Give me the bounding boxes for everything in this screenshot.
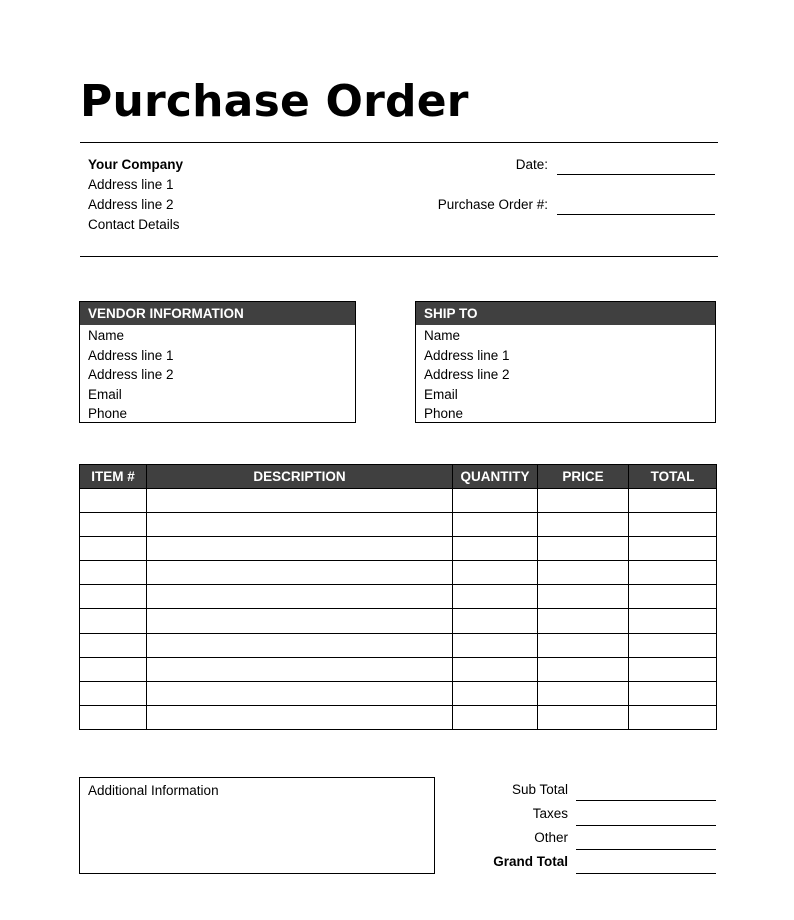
cell-description[interactable]	[147, 537, 453, 561]
cell-quantity[interactable]	[453, 633, 538, 657]
column-header-item-number: ITEM #	[80, 465, 147, 489]
cell-price[interactable]	[538, 489, 629, 513]
additional-information-label: Additional Information	[88, 783, 219, 798]
cell-quantity[interactable]	[453, 585, 538, 609]
cell-price[interactable]	[538, 585, 629, 609]
cell-item-number[interactable]	[80, 705, 147, 729]
cell-description[interactable]	[147, 561, 453, 585]
sub-total-label: Sub Total	[511, 782, 568, 797]
cell-total[interactable]	[629, 489, 717, 513]
cell-price[interactable]	[538, 633, 629, 657]
ship-to-address-line-1-field[interactable]: Address line 1	[424, 347, 510, 363]
line-items-table	[79, 464, 717, 730]
cell-item-number[interactable]	[80, 489, 147, 513]
cell-quantity[interactable]	[453, 537, 538, 561]
cell-total[interactable]	[629, 657, 717, 681]
cell-description[interactable]	[147, 513, 453, 537]
ship-to-name-field[interactable]: Name	[424, 328, 461, 343]
cell-total[interactable]	[629, 561, 717, 585]
table-header-row	[80, 465, 717, 489]
table-row	[80, 489, 717, 513]
cell-price[interactable]	[538, 705, 629, 729]
vendor-phone-field[interactable]: Phone	[88, 406, 128, 421]
ship-to-email-field[interactable]: Email	[424, 386, 458, 402]
ship-to-phone-field[interactable]: Phone	[424, 406, 464, 421]
cell-total[interactable]	[629, 537, 717, 561]
table-row	[80, 513, 717, 537]
other-label: Other	[534, 830, 568, 845]
vendor-name-field[interactable]: Name	[88, 328, 125, 343]
taxes-label: Taxes	[532, 806, 568, 821]
table-row	[80, 537, 717, 561]
vendor-information-box	[79, 301, 356, 423]
other-field-line[interactable]	[576, 849, 716, 850]
table-row	[80, 561, 717, 585]
additional-information-box[interactable]	[79, 777, 435, 874]
po-number-label: Purchase Order #:	[437, 197, 548, 212]
cell-price[interactable]	[538, 657, 629, 681]
cell-quantity[interactable]	[453, 513, 538, 537]
cell-item-number[interactable]	[80, 633, 147, 657]
column-header-quantity: QUANTITY	[453, 465, 538, 489]
cell-item-number[interactable]	[80, 513, 147, 537]
vendor-email-field[interactable]: Email	[88, 386, 122, 402]
cell-description[interactable]	[147, 705, 453, 729]
title-divider	[80, 142, 718, 143]
cell-price[interactable]	[538, 609, 629, 633]
sub-total-field-line[interactable]	[576, 800, 716, 801]
cell-total[interactable]	[629, 633, 717, 657]
cell-description[interactable]	[147, 489, 453, 513]
cell-description[interactable]	[147, 585, 453, 609]
vendor-address-line-1-field[interactable]: Address line 1	[88, 347, 174, 363]
cell-item-number[interactable]	[80, 585, 147, 609]
cell-quantity[interactable]	[453, 489, 538, 513]
cell-total[interactable]	[629, 513, 717, 537]
header-divider	[80, 256, 718, 257]
ship-to-address-line-2-field[interactable]: Address line 2	[424, 367, 510, 382]
cell-quantity[interactable]	[453, 561, 538, 585]
company-block	[88, 155, 183, 235]
taxes-field-line[interactable]	[576, 825, 716, 826]
table-row	[80, 657, 717, 681]
vendor-address-line-2-field[interactable]: Address line 2	[88, 367, 174, 382]
cell-quantity[interactable]	[453, 705, 538, 729]
cell-price[interactable]	[538, 513, 629, 537]
cell-price[interactable]	[538, 537, 629, 561]
cell-item-number[interactable]	[80, 561, 147, 585]
cell-item-number[interactable]	[80, 681, 147, 705]
column-header-description: DESCRIPTION	[147, 465, 453, 489]
company-contact: Contact Details	[88, 217, 180, 232]
line-items-body	[80, 489, 717, 730]
table-row	[80, 705, 717, 729]
cell-quantity[interactable]	[453, 657, 538, 681]
grand-total-field-line[interactable]	[576, 873, 716, 874]
cell-price[interactable]	[538, 561, 629, 585]
company-address-line-2: Address line 2	[88, 197, 174, 212]
cell-total[interactable]	[629, 681, 717, 705]
column-header-price: PRICE	[538, 465, 629, 489]
po-number-field-line[interactable]	[557, 214, 715, 215]
company-name: Your Company	[88, 157, 184, 172]
cell-description[interactable]	[147, 657, 453, 681]
cell-total[interactable]	[629, 609, 717, 633]
cell-item-number[interactable]	[80, 609, 147, 633]
date-label: Date:	[515, 157, 548, 172]
cell-quantity[interactable]	[453, 609, 538, 633]
cell-item-number[interactable]	[80, 657, 147, 681]
column-header-total: TOTAL	[629, 465, 717, 489]
table-row	[80, 633, 717, 657]
ship-to-box	[415, 301, 716, 423]
cell-total[interactable]	[629, 585, 717, 609]
table-row	[80, 681, 717, 705]
cell-quantity[interactable]	[453, 681, 538, 705]
cell-price[interactable]	[538, 681, 629, 705]
ship-to-heading: SHIP TO	[416, 302, 715, 325]
page-title: Purchase Order	[80, 76, 469, 127]
company-address-line-1: Address line 1	[88, 177, 174, 192]
table-row	[80, 609, 717, 633]
cell-total[interactable]	[629, 705, 717, 729]
cell-description[interactable]	[147, 609, 453, 633]
date-field-line[interactable]	[557, 174, 715, 175]
cell-description[interactable]	[147, 681, 453, 705]
vendor-information-heading: VENDOR INFORMATION	[80, 302, 355, 325]
grand-total-label: Grand Total	[493, 854, 568, 869]
cell-description[interactable]	[147, 633, 453, 657]
cell-item-number[interactable]	[80, 537, 147, 561]
table-row	[80, 585, 717, 609]
